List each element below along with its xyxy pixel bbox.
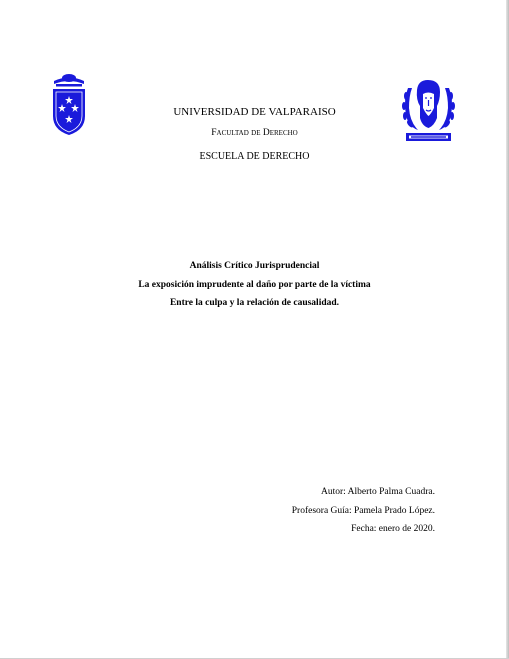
document-type: Análisis Crítico Jurisprudencial: [189, 261, 320, 271]
document-title: La exposición imprudente al daño por parte de la víctima: [138, 280, 371, 290]
school-name: ESCUELA DE DERECHO: [199, 151, 310, 162]
faculty-name: Facultad de Derecho: [211, 128, 298, 138]
university-name: UNIVERSIDAD DE VALPARAISO: [173, 106, 336, 118]
author-line: Autor: Alberto Palma Cuadra.: [321, 487, 435, 497]
advisor-line: Profesora Guía: Pamela Prado López.: [291, 506, 435, 516]
document-subtitle: Entre la culpa y la relación de causalidad.: [169, 298, 340, 308]
shield-stars-icon: [50, 72, 88, 136]
date-line: Fecha: enero de 2020.: [351, 524, 435, 534]
